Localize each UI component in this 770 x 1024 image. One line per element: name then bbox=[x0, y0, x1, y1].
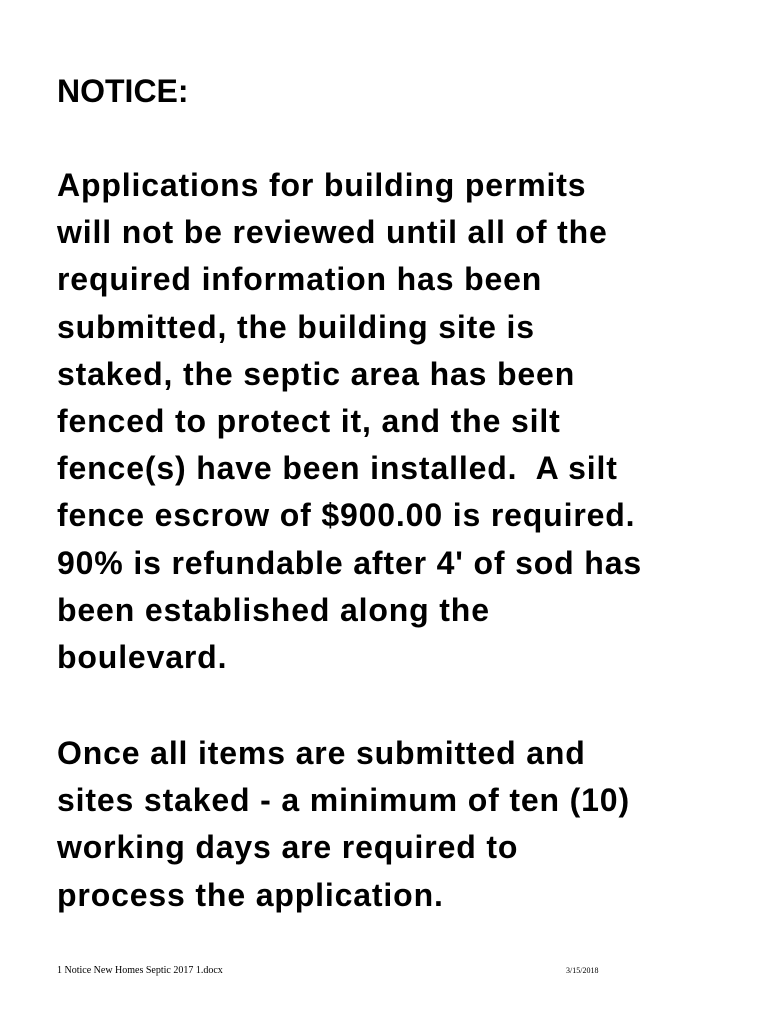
paragraph-line: fence(s) have been installed. A silt bbox=[57, 450, 618, 487]
paragraph-line: staked, the septic area has been bbox=[57, 355, 576, 392]
paragraph-line: Applications for building permits bbox=[57, 167, 587, 203]
footer-date: 3/15/2018 bbox=[566, 966, 599, 975]
processing-time-paragraph bbox=[57, 730, 630, 919]
paragraph-line: been established along the bbox=[57, 591, 490, 628]
paragraph-line: sites staked - a minimum of ten (10) bbox=[57, 782, 630, 819]
paragraph-line: 90% is refundable after 4' of sod has bbox=[57, 544, 642, 581]
permit-requirements-paragraph bbox=[57, 162, 642, 681]
paragraph-line: fenced to protect it, and the silt bbox=[57, 403, 561, 440]
footer-filename: 1 Notice New Homes Septic 2017 1.docx bbox=[57, 965, 223, 976]
paragraph-line: submitted, the building site is bbox=[57, 308, 535, 345]
paragraph-line: working days are required to bbox=[57, 829, 519, 866]
paragraph-line: process the application. bbox=[57, 876, 444, 913]
paragraph-line: fence escrow of $900.00 is required. bbox=[57, 497, 636, 534]
paragraph-line: will not be reviewed until all of the bbox=[57, 214, 608, 251]
paragraph-line: Once all items are submitted and bbox=[57, 735, 586, 771]
paragraph-line: boulevard. bbox=[57, 639, 228, 676]
notice-heading: NOTICE: bbox=[57, 73, 189, 109]
paragraph-line: required information has been bbox=[57, 261, 543, 298]
